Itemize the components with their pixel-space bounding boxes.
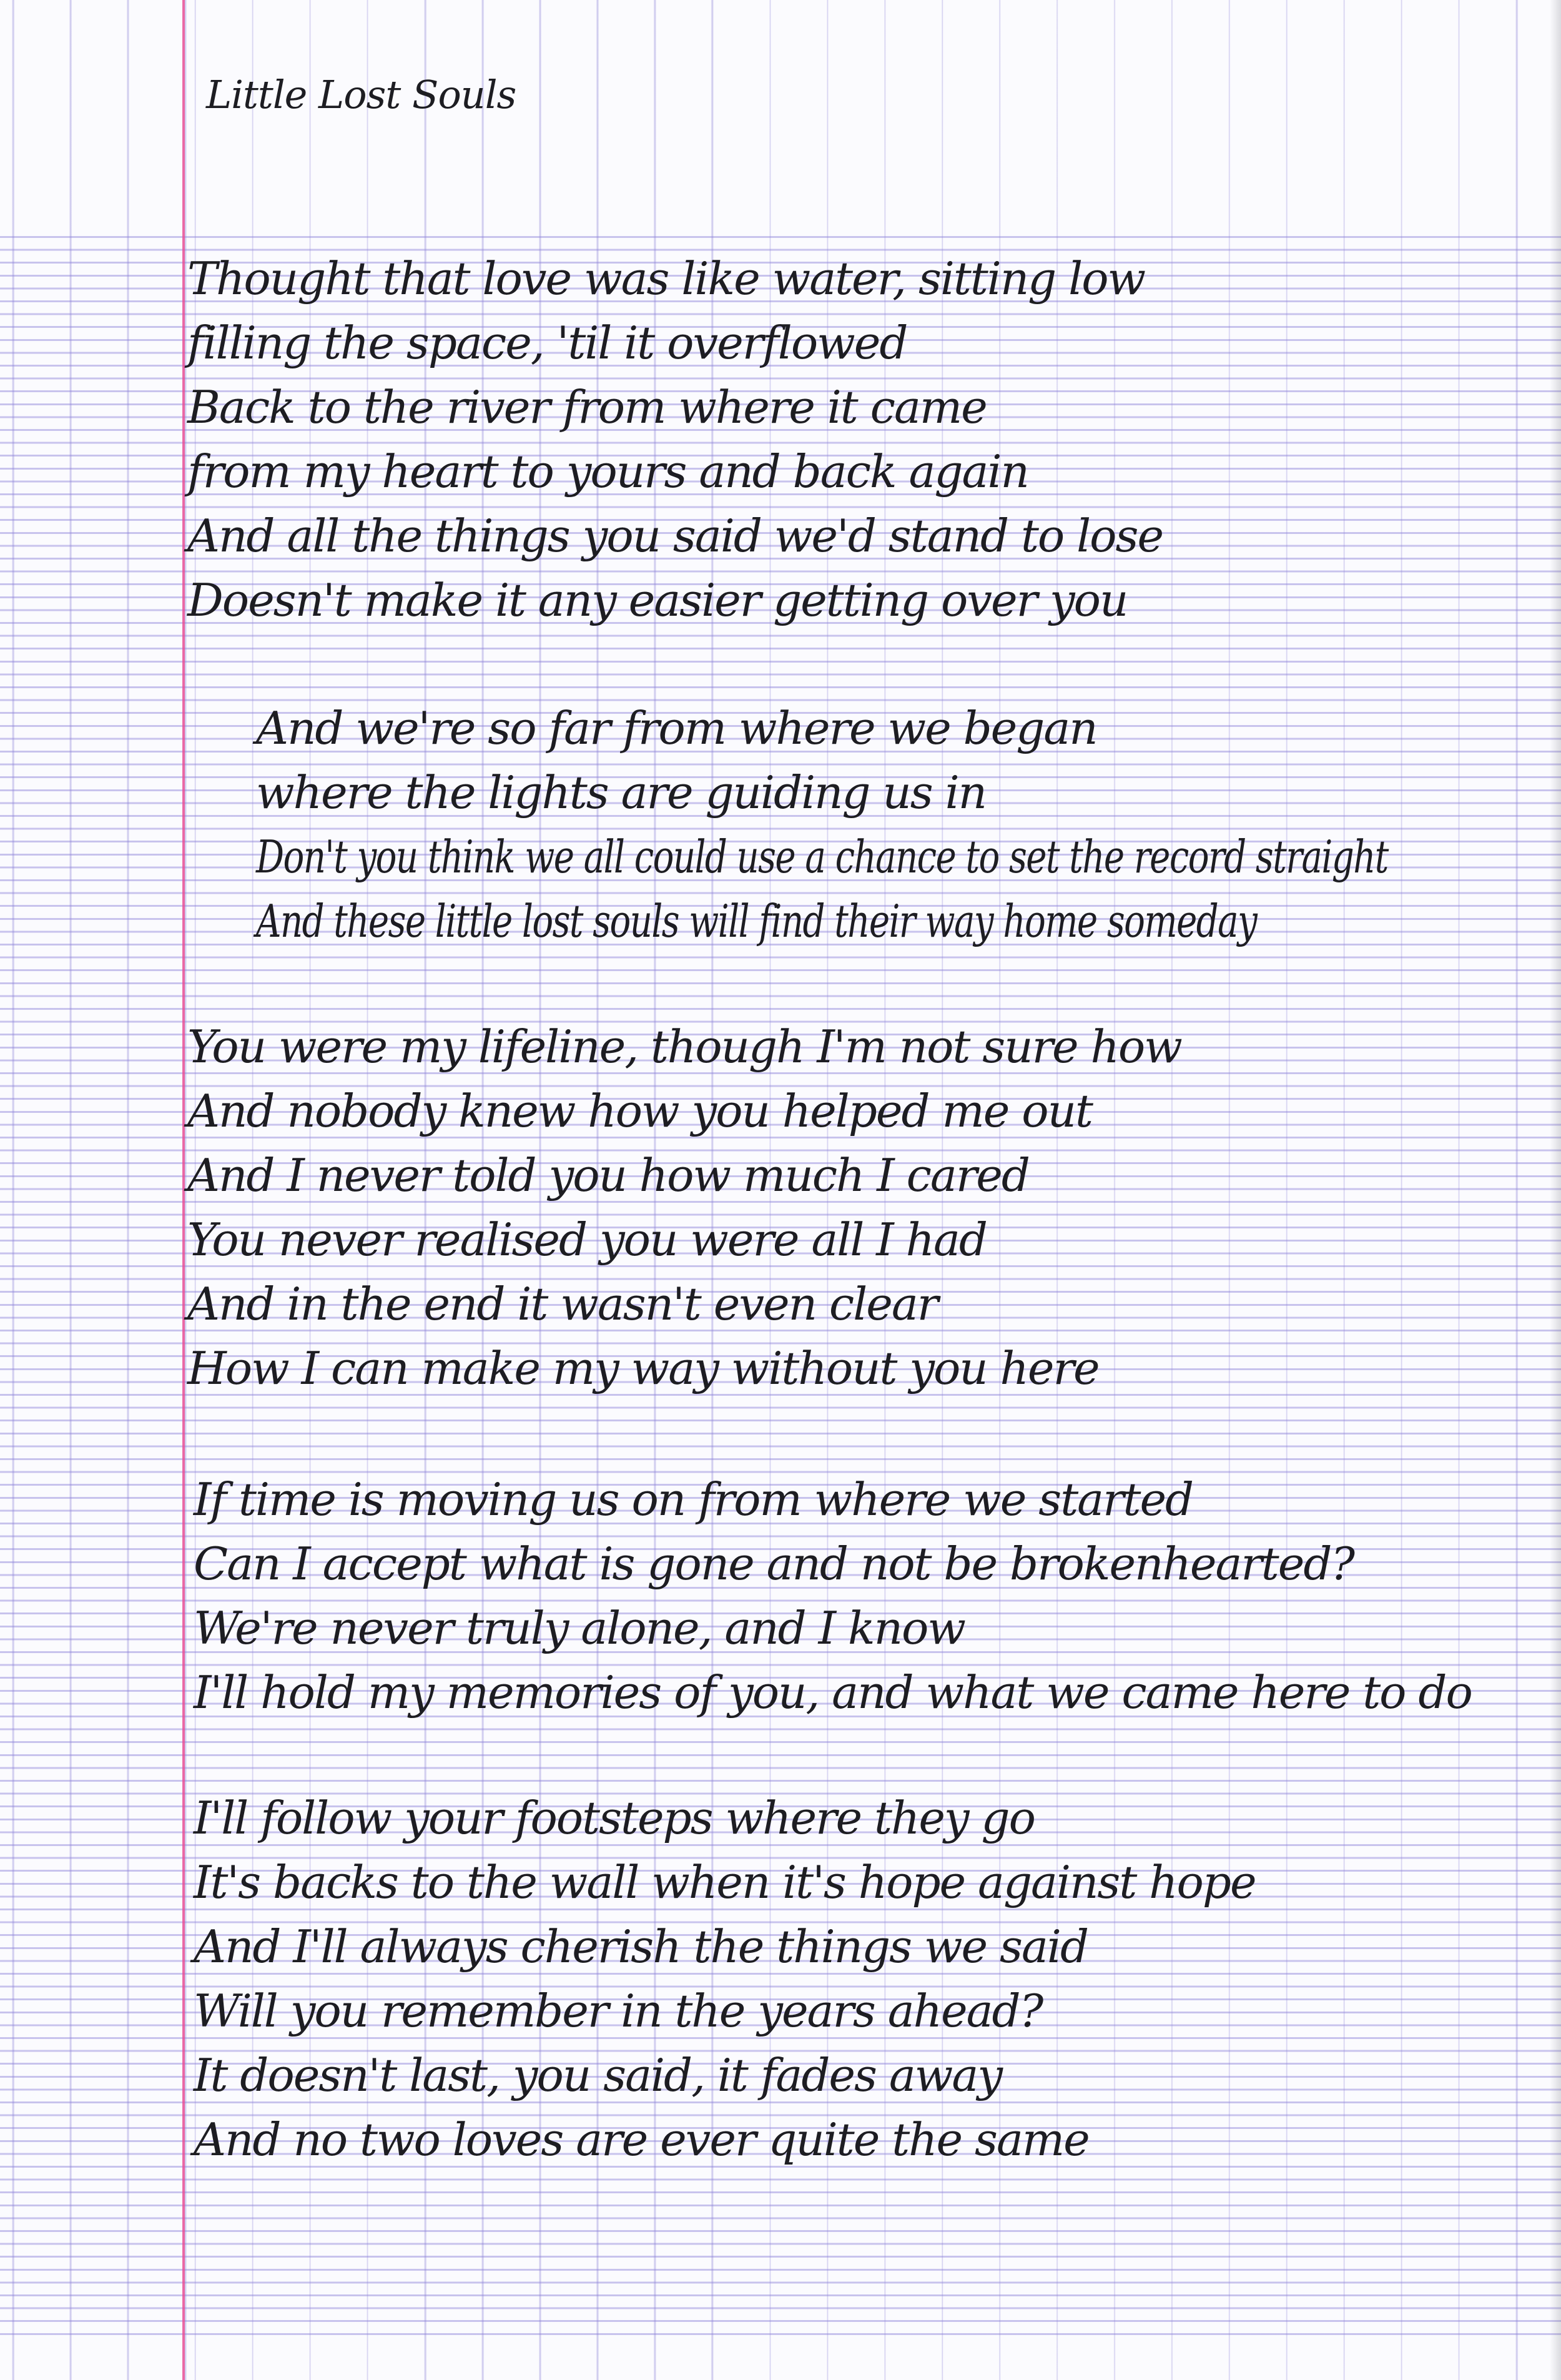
lyric-line: And all the things you said we'd stand to lose xyxy=(187,510,1163,562)
lyric-line: And these little lost souls will find their way home someday xyxy=(256,895,1257,947)
lyric-line: And I'll always cherish the things we said xyxy=(194,1920,1088,1973)
lyric-line: And no two loves are ever quite the same xyxy=(194,2113,1089,2166)
stanza-2-chorus xyxy=(256,696,1561,954)
lyric-line: Can I accept what is gone and not be brokenhearted? xyxy=(194,1538,1354,1590)
lyric-line: where the lights are guiding us in xyxy=(256,766,987,819)
lyric-line: How I can make my way without you here xyxy=(187,1342,1099,1395)
lyric-line: Thought that love was like water, sitting low xyxy=(187,252,1145,305)
stanza-5 xyxy=(194,1786,1256,2172)
page-edge-shadow xyxy=(1550,0,1561,2380)
lyric-line: We're never truly alone, and I know xyxy=(194,1602,965,1654)
lyric-line: You never realised you were all I had xyxy=(187,1213,987,1266)
lyric-line: Doesn't make it any easier getting over you xyxy=(187,574,1128,626)
stanza-3 xyxy=(187,1015,1181,1401)
lyric-line: And in the end it wasn't even clear xyxy=(187,1278,938,1330)
lyric-line: If time is moving us on from where we started xyxy=(194,1473,1193,1526)
lyric-line: Will you remember in the years ahead? xyxy=(194,1985,1043,2037)
lyric-line: It's backs to the wall when it's hope against hope xyxy=(194,1856,1256,1908)
lyric-line: filling the space, 'til it overflowed xyxy=(187,317,907,369)
lyric-line: And I never told you how much I cared xyxy=(187,1149,1029,1202)
red-margin-line xyxy=(182,0,185,2380)
lyric-line: And we're so far from where we began xyxy=(256,702,1097,754)
song-title: Little Lost Souls xyxy=(206,72,516,117)
lyric-line: It doesn't last, you said, it fades away xyxy=(194,2049,1002,2101)
stanza-1 xyxy=(187,247,1163,633)
lyric-line: And nobody knew how you helped me out xyxy=(187,1085,1092,1137)
lyric-line: I'll follow your footsteps where they go xyxy=(194,1792,1035,1844)
lyric-line: from my heart to yours and back again xyxy=(187,445,1028,498)
lyric-line: Don't you think we all could use a chance to set the record straight xyxy=(256,831,1388,883)
lyric-line: You were my lifeline, though I'm not sure how xyxy=(187,1020,1181,1073)
stanza-4 xyxy=(194,1468,1472,1725)
lyric-line: Back to the river from where it came xyxy=(187,381,987,433)
lyric-line: I'll hold my memories of you, and what we came here to do xyxy=(194,1666,1472,1719)
